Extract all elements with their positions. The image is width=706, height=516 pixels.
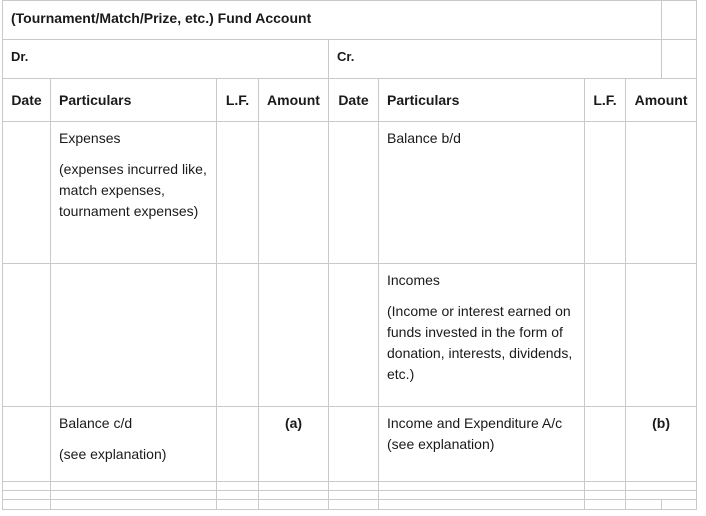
empty-cell bbox=[3, 500, 51, 510]
dr-balance-amount-cell bbox=[259, 406, 329, 481]
dr-particulars-header: Particulars bbox=[51, 78, 217, 121]
dr-date-cell bbox=[3, 406, 51, 481]
dr-expenses-cell bbox=[51, 122, 217, 264]
cr-amount-header: Amount bbox=[626, 78, 697, 121]
empty-cell bbox=[51, 481, 217, 490]
empty-cell bbox=[626, 481, 697, 490]
balance-cd-label: Balance c/d bbox=[59, 414, 133, 431]
cr-incomes-cell bbox=[379, 264, 585, 406]
empty-cell bbox=[51, 500, 217, 510]
debit-side-header bbox=[3, 39, 329, 78]
empty-cell bbox=[585, 500, 626, 510]
cr-date-cell bbox=[329, 122, 379, 264]
dr-lf-cell bbox=[217, 122, 259, 264]
empty-cell bbox=[329, 481, 379, 490]
dr-lf-cell bbox=[217, 406, 259, 481]
empty-cell bbox=[626, 491, 697, 500]
incomes-label: Incomes bbox=[387, 272, 440, 289]
empty-cell bbox=[379, 491, 585, 500]
expenses-note: (expenses incurred like, match expenses, tournament expenses) bbox=[59, 161, 207, 220]
expenses-label: Expenses bbox=[59, 130, 121, 147]
empty-cell bbox=[379, 481, 585, 490]
fund-account-ledger bbox=[2, 0, 697, 510]
balance-cd-note: (see explanation) bbox=[59, 445, 167, 462]
dr-lf-header: L.F. bbox=[217, 78, 259, 121]
empty-cell bbox=[662, 500, 697, 510]
empty-cell bbox=[329, 491, 379, 500]
cr-lf-cell bbox=[585, 264, 626, 406]
dr-date-header: Date bbox=[3, 78, 51, 121]
empty-cell bbox=[217, 500, 259, 510]
cr-ie-amount-cell bbox=[626, 406, 697, 481]
cr-particulars-header: Particulars bbox=[379, 78, 585, 121]
title-empty-cell bbox=[662, 1, 697, 40]
cr-amount-cell bbox=[626, 264, 697, 406]
empty-cell bbox=[259, 491, 329, 500]
balance-bd-label: Balance b/d bbox=[387, 130, 461, 147]
empty-cell bbox=[3, 491, 51, 500]
cr-lf-header: L.F. bbox=[585, 78, 626, 121]
dr-balance-cd-cell bbox=[51, 406, 217, 481]
empty-cell bbox=[3, 481, 51, 490]
cr-ie-cell bbox=[379, 406, 585, 481]
dr-lf-cell bbox=[217, 264, 259, 406]
cr-lf-cell bbox=[585, 122, 626, 264]
credit-side-header bbox=[329, 39, 662, 78]
dr-label: Dr. bbox=[11, 48, 29, 64]
dr-amount-cell bbox=[259, 122, 329, 264]
ie-amount: (b) bbox=[652, 414, 670, 431]
empty-cell bbox=[329, 500, 379, 510]
incomes-note: (Income or interest earned on funds invested in the form of donation, interests, dividends, etc.) bbox=[387, 303, 573, 383]
dr-date-cell bbox=[3, 122, 51, 264]
cr-lf-cell bbox=[585, 406, 626, 481]
cr-balance-bd-cell bbox=[379, 122, 585, 264]
cr-label: Cr. bbox=[337, 48, 355, 64]
empty-cell bbox=[217, 481, 259, 490]
dr-amount-header: Amount bbox=[259, 78, 329, 121]
dr-amount-cell bbox=[259, 264, 329, 406]
empty-cell bbox=[585, 491, 626, 500]
cr-amount-cell bbox=[626, 122, 697, 264]
empty-cell bbox=[259, 481, 329, 490]
empty-cell bbox=[217, 491, 259, 500]
balance-cd-amount: (a) bbox=[284, 414, 303, 431]
empty-cell bbox=[379, 500, 585, 510]
empty-cell bbox=[626, 500, 662, 510]
account-title: (Tournament/Match/Prize, etc.) Fund Account bbox=[11, 10, 312, 26]
account-title-cell bbox=[3, 1, 662, 40]
income-expenditure-label: Income and Expenditure A/c (see explanation) bbox=[387, 414, 563, 452]
cr-date-header: Date bbox=[329, 78, 379, 121]
empty-cell bbox=[51, 491, 217, 500]
cr-date-cell bbox=[329, 264, 379, 406]
empty-cell bbox=[259, 500, 329, 510]
empty-cell bbox=[585, 481, 626, 490]
dr-particulars-cell bbox=[51, 264, 217, 406]
drcr-empty-cell bbox=[662, 39, 697, 78]
cr-date-cell bbox=[329, 406, 379, 481]
dr-date-cell bbox=[3, 264, 51, 406]
